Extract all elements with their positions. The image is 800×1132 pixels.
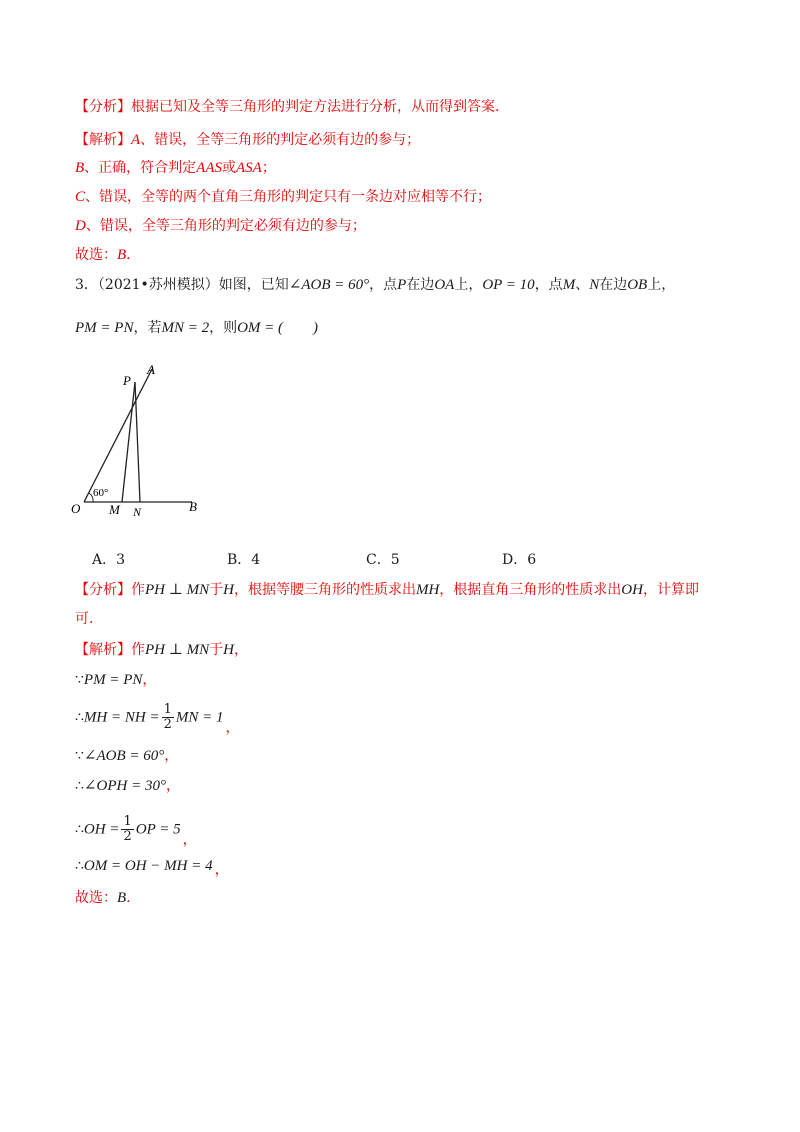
question-3-line-1: [75, 275, 675, 295]
step-6-expr: OM = OH − MH = 4: [83, 858, 213, 874]
analysis-1: [75, 97, 499, 117]
therefore-symbol: ∴: [75, 821, 84, 838]
a2-text: 作: [131, 582, 145, 598]
because-symbol: ∵: [75, 672, 84, 688]
or-word: 或: [222, 160, 236, 176]
step-6: [75, 856, 229, 876]
side-ob: OB: [627, 277, 648, 293]
label-b: B: [189, 499, 197, 514]
step-1-expr: PM = PN: [83, 672, 143, 688]
analysis-1-tag: 【分析】: [75, 99, 131, 115]
step-4-expr: ∠OPH = 30°: [83, 778, 166, 794]
step-5-expr-a: OH =: [83, 821, 120, 838]
aas-term: AAS: [196, 160, 222, 176]
option-letter-a: A: [131, 132, 141, 148]
step-5-expr-b: OP = 5: [135, 821, 181, 838]
option-letter-d: D: [75, 218, 86, 234]
segment-pn: [135, 382, 140, 502]
s2-text: 作: [131, 642, 145, 658]
label-o: O: [71, 501, 81, 516]
label-n: N: [133, 505, 142, 519]
mn-value: MN = 2: [161, 320, 210, 336]
choice-label: 故选：: [75, 890, 117, 906]
solution-2-choice: [75, 888, 131, 908]
solution-2-tag: 【解析】: [75, 642, 131, 658]
step-3: [75, 746, 178, 766]
asa-term: ASA: [236, 160, 262, 176]
step-end: ，: [182, 831, 197, 848]
ph-perp-mn: PH ⊥ MN: [145, 582, 210, 598]
q3-text: ，若: [133, 320, 162, 336]
point-h: H: [223, 642, 234, 658]
solution-2-line-1: [75, 640, 248, 660]
analysis-1-text: 根据已知及全等三角形的判定方法进行分析，从而得到答案.: [131, 99, 500, 115]
frac-num: 1: [123, 814, 132, 829]
solution-1-line-a-text: 、错误，全等三角形的判定必须有边的参与；: [140, 132, 421, 148]
step-2-expr-a: MH = NH =: [83, 709, 160, 726]
solution-1-line-c: [75, 187, 491, 207]
s2-text: 于: [209, 642, 224, 658]
therefore-symbol: ∴: [75, 709, 84, 726]
label-p: P: [123, 373, 131, 388]
frac-den: 2: [163, 717, 172, 732]
option-d: D．6: [502, 552, 537, 568]
line-b-end: ；: [261, 160, 276, 176]
choice-label: 故选：: [75, 247, 117, 263]
step-5: [75, 814, 197, 848]
question-3-prefix: 3．（2021•苏州模拟）如图，已知: [75, 277, 289, 293]
point-m: M: [562, 277, 576, 293]
because-symbol: ∵: [75, 748, 84, 764]
pm-equals-pn: PM = PN: [75, 320, 134, 336]
geometry-figure: [60, 355, 220, 525]
step-end: ，: [165, 778, 180, 794]
label-angle: 60°: [93, 487, 109, 499]
solution-1-line-d: [75, 216, 366, 236]
option-letter-b: B: [75, 160, 85, 176]
ph-perp-mn: PH ⊥ MN: [145, 642, 210, 658]
solution-1-line-b: [75, 158, 276, 178]
option-letter-c: C: [75, 189, 86, 205]
analysis-2-line-1: [75, 580, 699, 600]
point-p: P: [397, 277, 407, 293]
step-2: [75, 702, 240, 736]
solution-1-line-c-text: 、错误，全等的两个直角三角形的判定只有一条边对应相等不行；: [85, 189, 492, 205]
question-3-line-2: [75, 318, 318, 338]
q3-text: ，点: [369, 277, 398, 293]
q3-text: ，则: [209, 320, 238, 336]
q3-text: ，点: [534, 277, 563, 293]
frac-num: 1: [163, 702, 172, 717]
om-blank: OM = ( ): [237, 320, 319, 336]
q3-text: 在边: [599, 277, 628, 293]
analysis-2-line-2: [75, 609, 93, 629]
choice-answer: B: [117, 247, 127, 263]
q3-text: 上，: [647, 277, 676, 293]
frac-den: 2: [123, 829, 132, 844]
therefore-symbol: ∴: [75, 778, 84, 794]
angle-aob: ∠AOB = 60°: [288, 277, 370, 293]
solution-1-tag: 【解析】: [75, 132, 131, 148]
point-n: N: [589, 277, 600, 293]
option-a: A．3: [92, 552, 126, 568]
q3-text: 在边: [406, 277, 435, 293]
step-1: [75, 670, 156, 690]
choice-end: .: [126, 247, 131, 263]
therefore-symbol: ∴: [75, 858, 84, 874]
fraction-half: [162, 703, 174, 732]
step-end: ，: [214, 862, 229, 878]
step-3-expr: ∠AOB = 60°: [83, 748, 165, 764]
a2-text: ，计算即: [642, 582, 699, 598]
label-m: M: [109, 502, 120, 517]
segment-oh: OH: [621, 582, 643, 598]
solution-1-line-a: [75, 130, 420, 150]
q3-text: 、: [575, 277, 590, 293]
solution-1-line-b-text: 、正确，符合判定: [84, 160, 197, 176]
s2-text: ，: [233, 642, 248, 658]
choice-answer: B: [117, 890, 127, 906]
solution-1-line-d-text: 、错误，全等三角形的判定必须有边的参与；: [85, 218, 366, 234]
a2-text: ，根据直角三角形的性质求出: [439, 582, 622, 598]
q3-text: 上，: [454, 277, 483, 293]
option-c: C．5: [366, 552, 400, 568]
fraction-half: [121, 815, 133, 844]
a2-text: ，根据等腰三角形的性质求出: [233, 582, 416, 598]
a2-line2: 可.: [75, 611, 94, 627]
op-value: OP = 10: [482, 277, 535, 293]
choice-end: .: [126, 890, 131, 906]
step-end: ，: [142, 672, 157, 688]
label-a: A: [147, 362, 155, 377]
segment-pm: [122, 382, 135, 502]
a2-text: 于: [209, 582, 224, 598]
step-4: [75, 776, 180, 796]
segment-mh: MH: [415, 582, 440, 598]
ray-oa: [84, 369, 152, 502]
step-end: ，: [225, 719, 240, 736]
point-h: H: [223, 582, 234, 598]
analysis-2-tag: 【分析】: [75, 582, 131, 598]
side-oa: OA: [434, 277, 455, 293]
solution-1-choice: [75, 245, 131, 265]
step-2-expr-b: MN = 1: [175, 709, 224, 726]
step-end: ，: [164, 748, 179, 764]
option-b: B．4: [227, 552, 261, 568]
